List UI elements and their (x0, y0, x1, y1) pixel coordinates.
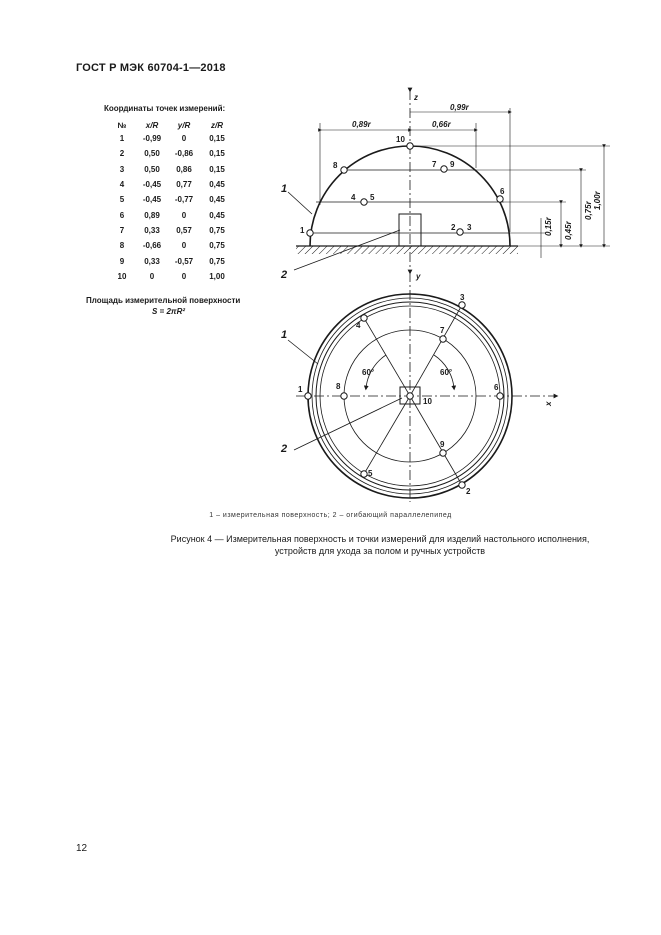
table-row (108, 131, 234, 146)
label-plan-point-10: 10 (423, 397, 432, 406)
cell: 0,15 (209, 149, 225, 159)
cell: -0,77 (174, 195, 194, 205)
radial-2 (410, 396, 462, 485)
label-height-045: 0,45r (564, 221, 573, 240)
label-height-015: 0,15r (544, 217, 553, 236)
plan-point-7 (440, 336, 446, 342)
cell: 0,86 (176, 164, 192, 174)
label-point-4: 4 (351, 193, 356, 202)
plan-point-4 (361, 315, 367, 321)
label-dim-066: 0,66r (432, 120, 451, 129)
label-z-axis: z (414, 93, 418, 102)
label-plan-point-7: 7 (440, 326, 445, 335)
cell: 0 (149, 271, 155, 281)
elev-point-10 (407, 143, 413, 149)
cell: 0,50 (144, 149, 160, 159)
cell: 6 (119, 210, 125, 220)
table-row (108, 177, 234, 192)
cell: 7 (119, 225, 125, 235)
cell: 0,50 (144, 164, 160, 174)
figure-legend: 1 – измерительная поверхность; 2 – огибающий параллелепипед (209, 512, 452, 519)
table-row (108, 192, 234, 207)
plan-leader-2 (294, 398, 402, 450)
cell: 0,33 (144, 225, 160, 235)
cell: 0,75 (209, 225, 225, 235)
label-point-7: 7 (432, 160, 437, 169)
plan-point-2 (459, 482, 465, 488)
page-number: 12 (76, 843, 88, 854)
cell: 0,45 (209, 195, 225, 205)
radial-5 (364, 396, 410, 474)
label-point-8: 8 (333, 161, 338, 170)
label-plan-point-4: 4 (356, 321, 361, 330)
cell: 0,75 (209, 241, 225, 251)
label-height-100: 1,00r (593, 191, 602, 210)
label-plan-ref-1: 1 (281, 329, 288, 341)
cell: 0,75 (209, 256, 225, 266)
cell: 5 (119, 195, 125, 205)
cell: 2 (119, 149, 125, 159)
label-plan-point-8: 8 (336, 382, 341, 391)
label-x-axis: x (544, 401, 553, 406)
cell: 3 (119, 164, 125, 174)
label-point-9: 9 (450, 160, 455, 169)
label-y-axis: y (416, 272, 421, 281)
label-plan-point-1: 1 (298, 385, 303, 394)
table-header-row (108, 119, 234, 131)
cell: 0,33 (144, 256, 160, 266)
elev-point-5 (361, 199, 367, 205)
table-row (108, 207, 234, 222)
label-ref-2: 2 (281, 269, 288, 281)
cell: 0,89 (144, 210, 160, 220)
cell: 0,45 (209, 210, 225, 220)
label-point-5: 5 (370, 193, 375, 202)
plan-point-9 (440, 450, 446, 456)
cell: 0 (181, 210, 187, 220)
figure-caption: Рисунок 4 — Измерительная поверхность и точки измерений для изделий настольного исполнения, устройств для ухода за полом и ручных устройств (170, 534, 590, 556)
cell: 0,45 (209, 180, 225, 190)
area-formula: S = 2πR² (152, 307, 186, 316)
measurement-figure (270, 80, 602, 500)
plan-point-5 (361, 471, 367, 477)
plan-point-3 (459, 302, 465, 308)
label-plan-point-5: 5 (368, 469, 373, 478)
cell: 0,57 (176, 225, 192, 235)
cell: 4 (119, 180, 125, 190)
cell: 8 (119, 241, 125, 251)
label-point-1: 1 (300, 226, 305, 235)
coordinates-title: Координаты точек измерений: (104, 104, 226, 113)
radial-3 (410, 305, 462, 396)
label-plan-point-2: 2 (466, 487, 471, 496)
cell: 1,00 (209, 271, 225, 281)
coordinates-table (108, 119, 234, 284)
label-point-3: 3 (467, 223, 472, 232)
cell: 0 (181, 271, 187, 281)
cell: -0,57 (174, 256, 194, 266)
cell: 0 (181, 241, 187, 251)
label-plan-point-3: 3 (460, 293, 465, 302)
column-header: y/R (177, 120, 191, 130)
label-point-2: 2 (451, 223, 456, 232)
column-header: № (117, 120, 127, 130)
elev-point-1 (307, 230, 313, 236)
elev-point-6 (497, 196, 503, 202)
cell: -0,66 (142, 241, 162, 251)
label-dim-099: 0,99r (450, 103, 469, 112)
cell: 1 (119, 134, 125, 144)
label-point-10: 10 (396, 135, 405, 144)
ground-hatch (296, 246, 518, 254)
plan-point-1 (305, 393, 311, 399)
column-header: x/R (145, 120, 159, 130)
plan-point-8 (341, 393, 347, 399)
plan-leader-1 (288, 340, 318, 364)
cell: 0 (181, 134, 187, 144)
label-plan-ref-2: 2 (281, 443, 288, 455)
area-label: Площадь измерительной поверхности (86, 296, 241, 305)
cell: -0,45 (142, 195, 162, 205)
label-plan-point-9: 9 (440, 440, 445, 449)
cell: 0,15 (209, 134, 225, 144)
table-row (108, 162, 234, 177)
table-row (108, 223, 234, 238)
document-header: ГОСТ Р МЭК 60704-1—2018 (76, 62, 226, 74)
elev-point-9 (441, 166, 447, 172)
elev-point-8 (341, 167, 347, 173)
table-row (108, 253, 234, 268)
cell: 9 (119, 256, 125, 266)
label-ref-1: 1 (281, 183, 288, 195)
cell: 0,77 (176, 180, 192, 190)
label-plan-point-6: 6 (494, 383, 499, 392)
cell: 0,15 (209, 164, 225, 174)
cell: -0,99 (142, 134, 162, 144)
cell: -0,45 (142, 180, 162, 190)
table-row (108, 238, 234, 253)
cell: 10 (117, 271, 127, 281)
label-angle-right: 60° (440, 368, 453, 377)
table-row (108, 269, 234, 284)
leader-1 (288, 192, 312, 214)
elevation-view (288, 90, 610, 270)
label-angle-left: 60° (362, 368, 375, 377)
label-point-6: 6 (500, 187, 505, 196)
radial-4 (364, 318, 410, 396)
plan-point-10 (407, 393, 413, 399)
label-dim-089: 0,89r (352, 120, 371, 129)
table-row (108, 146, 234, 161)
cell: -0,86 (174, 149, 194, 159)
column-header: z/R (211, 120, 223, 130)
plan-view (288, 272, 556, 502)
elev-point-3 (457, 229, 463, 235)
plan-point-6 (497, 393, 503, 399)
label-height-075: 0,75r (584, 201, 593, 220)
